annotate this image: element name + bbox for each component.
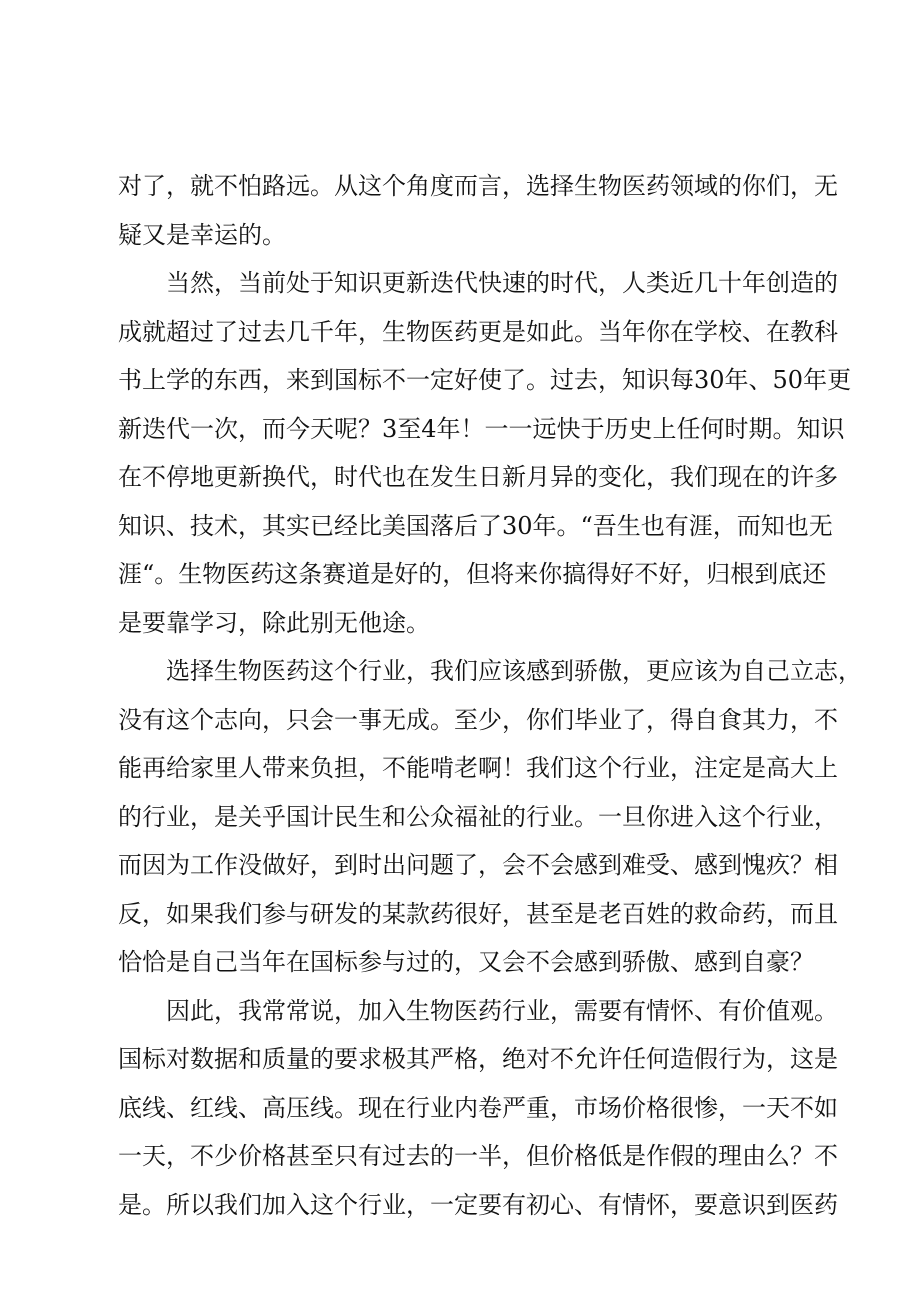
paragraph-1-line-2: 疑又是幸运的。	[118, 220, 286, 249]
paragraph-3-line-1: 选择生物医药这个行业，我们应该感到骄傲，更应该为自己立志，	[166, 657, 862, 685]
paragraph-3-line-5: 而因为工作没做好，到时出问题了，会不会感到难受、感到愧疚？相	[118, 851, 838, 879]
paragraph-2-line-4: 新迭代一次，而今天呢？3至4年！一一远快于历史上任何时期。知识	[118, 414, 845, 443]
paragraph-4-line-4: 一天，不少价格甚至只有过去的一半，但价格低是作假的理由么？不	[118, 1142, 838, 1170]
paragraph-2-line-1: 当然，当前处于知识更新迭代快速的时代，人类近几十年创造的	[166, 269, 838, 297]
paragraph-4-line-3: 底线、红线、高压线。现在行业内卷严重，市场价格很惨，一天不如	[118, 1093, 838, 1122]
document-body	[118, 162, 862, 1229]
paragraph-3-line-3: 能再给家里人带来负担，不能啃老啊！我们这个行业，注定是高大上	[118, 754, 838, 782]
paragraph-3-line-4: 的行业，是关乎国计民生和公众福祉的行业。一旦你进入这个行业，	[118, 802, 838, 831]
paragraph-2-line-3: 书上学的东西，来到国标不一定好使了。过去，知识每30年、50年更	[118, 366, 852, 394]
paragraph-2-line-2: 成就超过了过去几千年，生物医药更是如此。当年你在学校、在教科	[118, 317, 838, 346]
paragraph-2-line-7: 涯“。生物医药这条赛道是好的，但将来你搞得好不好，归根到底还	[118, 560, 827, 588]
paragraph-4-line-1: 因此，我常常说，加入生物医药行业，需要有情怀、有价值观。	[166, 996, 838, 1025]
paragraph-3-line-2: 没有这个志向，只会一事无成。至少，你们毕业了，得自食其力，不	[118, 705, 838, 734]
paragraph-4-line-2: 国标对数据和质量的要求极其严格，绝对不允许任何造假行为，这是	[118, 1045, 838, 1073]
paragraph-1-line-1: 对了，就不怕路远。从这个角度而言，选择生物医药领域的你们，无	[118, 172, 838, 200]
paragraph-2-line-5: 在不停地更新换代，时代也在发生日新月异的变化，我们现在的许多	[118, 463, 838, 491]
paragraph-3-line-6: 反，如果我们参与研发的某款药很好，甚至是老百姓的救命药，而且	[118, 899, 838, 928]
paragraph-3-line-7: 恰恰是自己当年在国标参与过的，又会不会感到骄傲、感到自豪？	[118, 948, 814, 976]
paragraph-2-line-6: 知识、技术，其实已经比美国落后了30年。“吾生也有涯，而知也无	[118, 511, 833, 540]
paragraph-2-line-8: 是要靠学习，除此别无他途。	[118, 608, 430, 637]
paragraph-4-line-5: 是。所以我们加入这个行业，一定要有初心、有情怀，要意识到医药	[118, 1190, 838, 1219]
